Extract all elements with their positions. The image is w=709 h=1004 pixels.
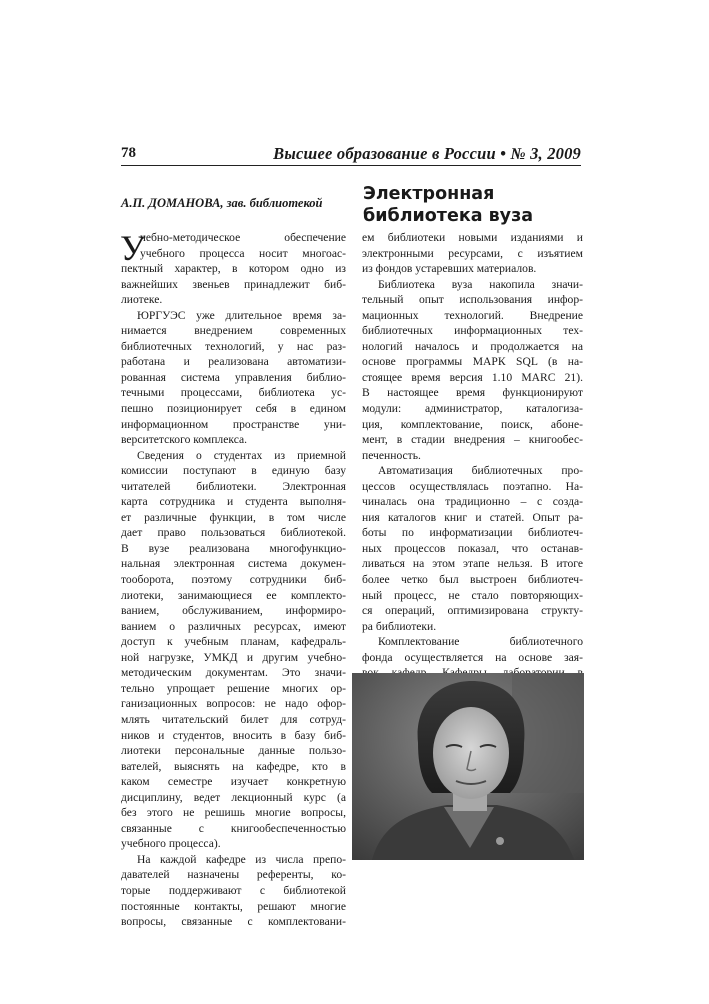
article-title xyxy=(363,183,583,227)
article-title-line: библиотека вуза xyxy=(363,206,534,226)
text-line: ЮРГУЭС уже длительное время за- xyxy=(137,308,346,322)
text-line: дисциплину, ведет лекционный курс (а xyxy=(121,790,346,804)
text-line: печенность. xyxy=(362,448,421,462)
text-line: ный процесс, не стало повторяющих- xyxy=(362,588,583,602)
text-line: учебного процесса носит многоас- xyxy=(140,246,346,260)
text-line: доступ к учебным планам, кафедраль- xyxy=(121,635,346,649)
text-line: ванием о различных ресурсах, имеют xyxy=(121,619,346,633)
text-line: лиотеке. xyxy=(121,293,163,307)
author-byline: А.П. ДОМАНОВА, зав. библиотекой xyxy=(121,196,323,210)
text-line: ников и студентов, вносить в базу биб- xyxy=(121,728,346,742)
text-line: карта сотрудника и студента выполня- xyxy=(121,495,346,509)
text-line: чебно-методическое обеспечение xyxy=(140,231,346,244)
author-photo xyxy=(352,673,584,860)
text-line: Сведения о студентах из приемной xyxy=(137,448,346,462)
left-column xyxy=(121,230,346,930)
text-line: нальная электронная система докумен- xyxy=(121,557,346,571)
text-line: электронными ресурсами, с изъятием xyxy=(362,246,583,260)
text-line: тельный опыт использования инфор- xyxy=(362,293,583,307)
text-line: связанные с книгообеспеченностью xyxy=(121,821,346,835)
text-line: постоянные контакты, решают многие xyxy=(121,899,346,913)
right-column xyxy=(362,230,583,712)
text-line: рованная система управления библио- xyxy=(121,370,346,384)
text-line: Автоматизация библиотечных про- xyxy=(378,464,583,478)
text-line: млять читательский билет для сотруд- xyxy=(121,712,346,726)
text-line: без этого не решишь многие вопросы, xyxy=(121,806,346,820)
text-line: лиотеки персональные данные пользо- xyxy=(121,744,346,758)
text-line: ет различные функции, в том числе xyxy=(121,510,346,524)
text-line: ния каталогов книг и статей. Опыт ра- xyxy=(362,510,583,524)
text-line: фонда осуществляется на основе зая- xyxy=(362,650,583,664)
text-line: пектный характер, в котором одно из xyxy=(121,262,346,276)
text-line: более четко был выстроен библиотеч- xyxy=(362,573,583,587)
article-title-line: Электронная xyxy=(363,184,495,204)
text-line: модули: администратор, каталогиза- xyxy=(362,402,583,416)
text-line: учебного процесса). xyxy=(121,837,221,851)
text-line: ся операций, оптимизирована структу- xyxy=(362,604,583,618)
text-line: Комплектование библиотечного xyxy=(378,635,583,649)
drop-cap: У xyxy=(120,228,146,268)
text-line: основе программы МАРК SQL (в на- xyxy=(362,355,583,369)
text-line: библиотечных технологий, у нас раз- xyxy=(121,339,346,353)
header-rule xyxy=(121,165,581,166)
text-line: верситетского комплекса. xyxy=(121,433,248,447)
text-line: вателей, выяснять на кафедре, кто в xyxy=(121,759,346,773)
text-line: пешно позиционирует себя в едином xyxy=(121,402,346,416)
text-line: нологий началось и продолжается на xyxy=(362,339,583,353)
text-line: Библиотека вуза накопила значи- xyxy=(378,277,583,291)
text-line: цессов осуществлялась поэтапно. На- xyxy=(362,479,583,493)
page-number: 78 xyxy=(121,145,136,161)
text-line: мационных технологий. Внедрение xyxy=(362,308,583,322)
text-line: тооборота, поэтому сотрудники биб- xyxy=(121,573,346,587)
text-line: комиссии поступают в единую базу xyxy=(121,464,346,478)
text-line: нимается внедрением современных xyxy=(121,324,346,338)
journal-title: Высшее образование в России • № 3, 2009 xyxy=(273,144,581,163)
text-line: важнейших звеньев принадлежит биб- xyxy=(121,277,346,291)
text-line: ной нагрузке, УМКД и другим учебно- xyxy=(121,650,346,664)
text-line: информационном пространстве уни- xyxy=(121,417,346,431)
text-line: давателей назначены референты, ко- xyxy=(121,868,346,882)
text-line: ем библиотеки новыми изданиями и xyxy=(362,231,583,244)
text-line: боты по информатизации библиотеч- xyxy=(362,526,583,540)
text-line: На каждой кафедре из числа препо- xyxy=(137,852,346,866)
text-line: В настоящее время функционируют xyxy=(362,386,583,400)
text-line: В вузе реализована многофункцио- xyxy=(121,541,346,555)
text-line: стоящее время версия 1.10 MARC 21). xyxy=(362,370,583,384)
text-line: методическим документам. Это значи- xyxy=(121,666,346,680)
text-line: торые поддерживают с библиотекой xyxy=(121,883,346,897)
text-line: из фондов устаревших материалов. xyxy=(362,262,537,276)
text-line: чиналась она традиционно – с созда- xyxy=(362,495,583,509)
text-line: ганизационных вопросов: не надо офор- xyxy=(121,697,346,711)
text-line: ванием, обслуживанием, информиро- xyxy=(121,604,346,618)
text-line: ных процессов показал, что останав- xyxy=(362,541,583,555)
text-line: течными процессами, библиотека ус- xyxy=(121,386,346,400)
text-line: тельно упрощает решение многих ор- xyxy=(121,681,346,695)
text-line: работана и реализована автоматизи- xyxy=(121,355,346,369)
running-head xyxy=(121,145,581,165)
text-line: библиотечных информационных тех- xyxy=(362,324,583,338)
text-line: мент, в стадии внедрения – книгообес- xyxy=(362,433,583,447)
text-line: ливаться на этом этапе нельзя. В итоге xyxy=(362,557,583,571)
text-line: ция, комплектование, поиск, абоне- xyxy=(362,417,583,431)
text-line: читателей библиотеки. Электронная xyxy=(121,479,346,493)
text-line: ра библиотеки. xyxy=(362,619,437,633)
text-line: вопросы, связанные с комплектовани- xyxy=(121,915,346,929)
text-line: каком семестре изучает конкретную xyxy=(121,775,346,789)
text-line: лиотеки, занимающиеся ее комплекто- xyxy=(121,588,346,602)
text-line: дает право пользоваться библиотекой. xyxy=(121,526,346,540)
